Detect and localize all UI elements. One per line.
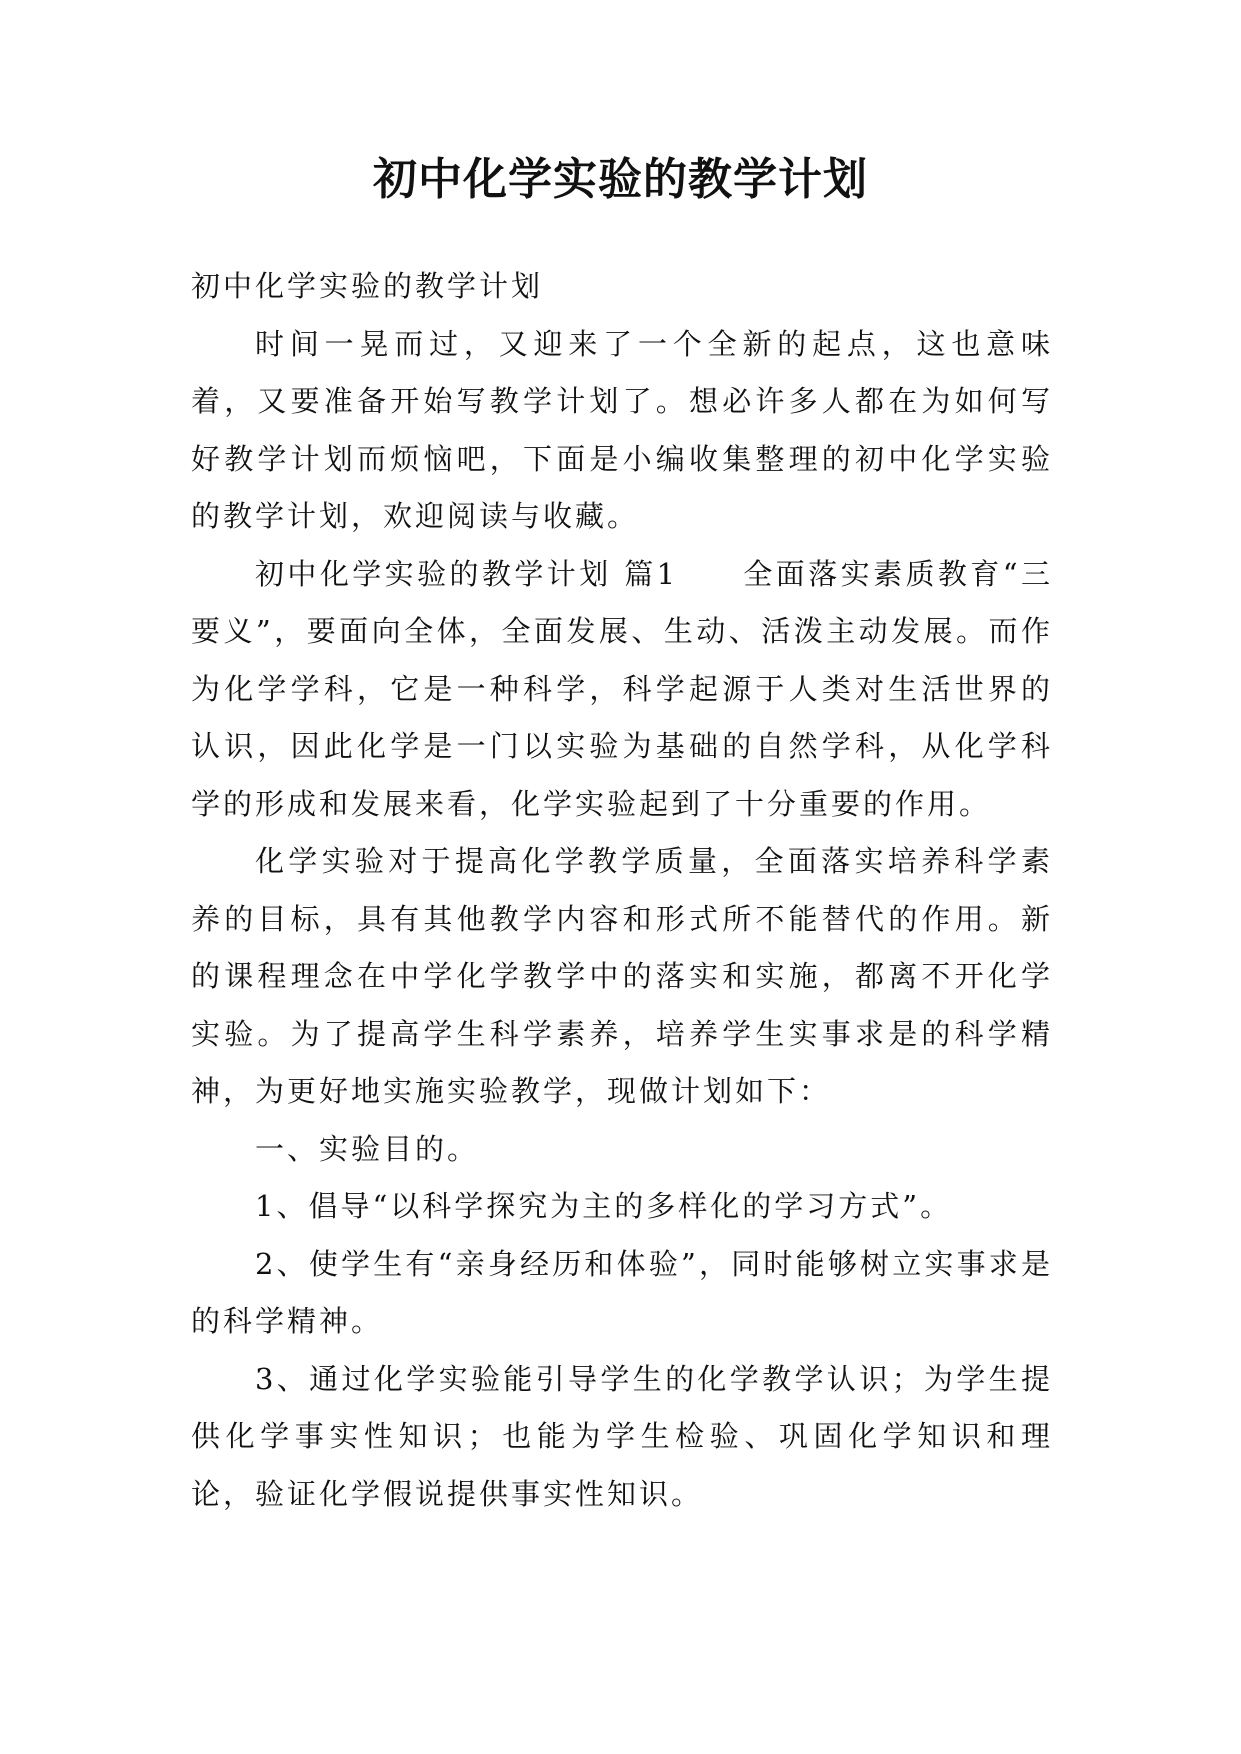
list-item-2: 2、使学生有“亲身经历和体验”，同时能够树立实事求是的科学精神。 — [191, 1246, 1053, 1338]
section-one-paragraph: 初中化学实验的教学计划 篇1 全面落实素质教育“三要义”，要面向全体，全面发展、生动、活泼主动发展。而作为化学学科，它是一种科学，科学起源于人类对生活世界的认识，因此化学是一门以实验为基础的自然学科，从化学科学的形成和发展来看，化学实验起到了十分重要的作用。 — [191, 556, 1053, 821]
heading-experiment-purpose: 一、实验目的。 — [255, 1131, 480, 1166]
list-item-1: 1、倡导“以科学探究为主的多样化的学习方式”。 — [255, 1189, 953, 1223]
experiment-role-paragraph: 化学实验对于提高化学教学质量，全面落实培养科学素养的目标，具有其他教学内容和形式所不能替代的作用。新的课程理念在中学化学教学中的落实和实施，都离不开化学实验。为了提高学生科学素养，培养学生实事求是的科学精神，为更好地实施实验教学，现做计划如下： — [191, 844, 1053, 1108]
subtitle-paragraph: 初中化学实验的教学计划 — [191, 269, 544, 303]
intro-paragraph: 时间一晃而过，又迎来了一个全新的起点，这也意味着，又要准备开始写教学计划了。想必许多人都在为如何写好教学计划而烦恼吧，下面是小编收集整理的初中化学实验的教学计划，欢迎阅读与收藏。 — [191, 326, 1053, 533]
list-item-3: 3、通过化学实验能引导学生的化学教学认识；为学生提供化学事实性知识；也能为学生检验、巩固化学知识和理论，验证化学假说提供事实性知识。 — [191, 1361, 1053, 1511]
document-title: 初中化学实验的教学计划 — [373, 154, 868, 205]
document-body — [191, 258, 1053, 1523]
